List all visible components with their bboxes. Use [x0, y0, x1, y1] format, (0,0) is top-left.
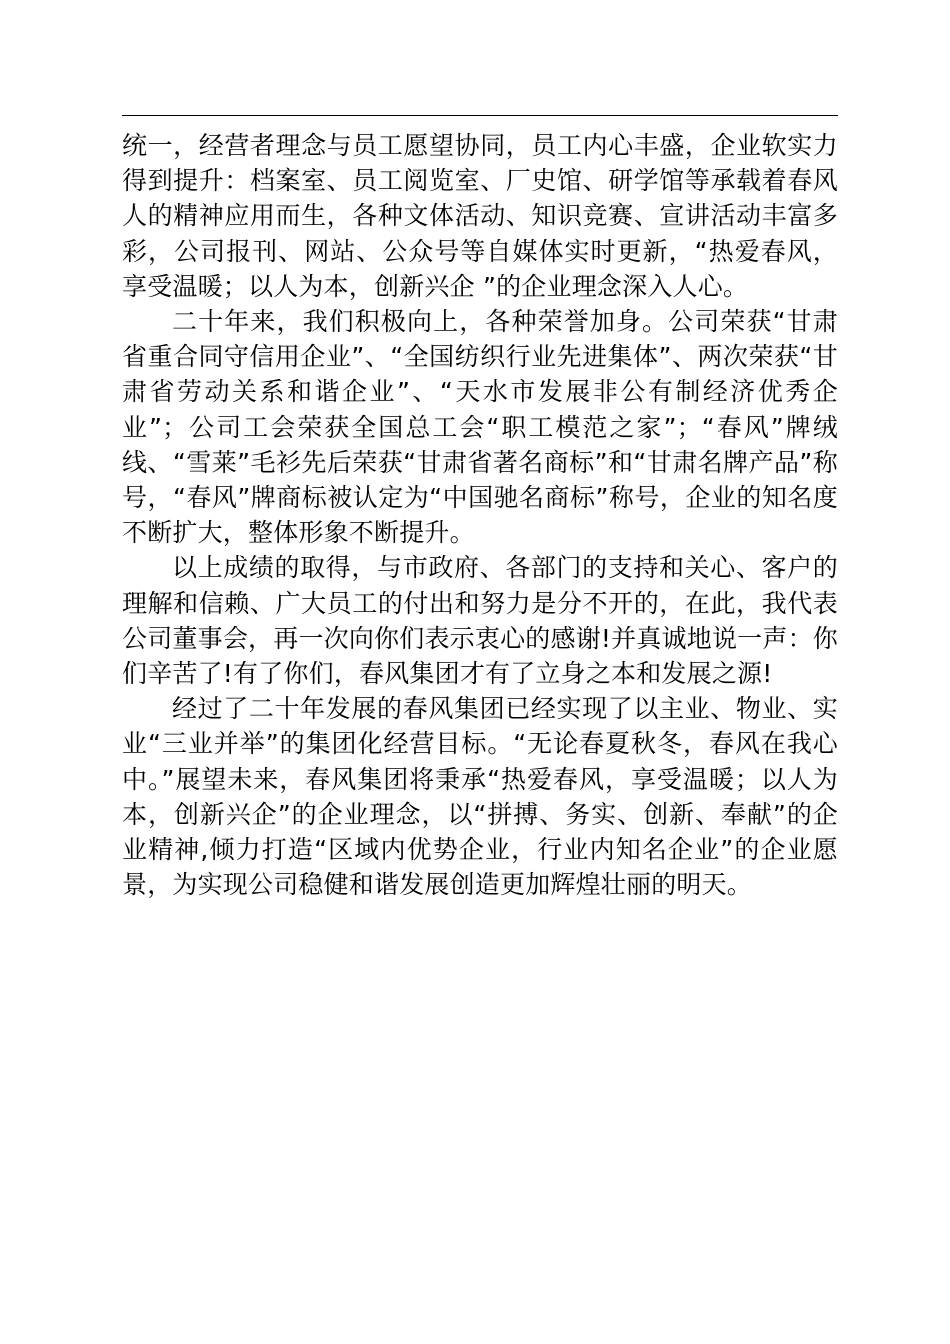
- header-rule: [122, 115, 838, 116]
- paragraph-thanks: 以上成绩的取得，与市政府、各部门的支持和关心、客户的理解和信赖、广大员工的付出和努力是分不开的，在此，我代表公司董事会，再一次向你们表示衷心的感谢!并真诚地说一声：你们辛苦了!有了你们，春风集团才有了立身之本和发展之源!: [122, 553, 838, 689]
- paragraph-continuation: 统一，经营者理念与员工愿望协同，员工内心丰盛，企业软实力得到提升：档案室、员工阅览室、厂史馆、研学馆等承载着春风人的精神应用而生，各种文体活动、知识竞赛、宣讲活动丰富多彩，公司报刊、网站、公众号等自媒体实时更新，“热爱春风，享受温暖；以人为本，创新兴企 ”的企业理念深入人心。: [122, 131, 838, 301]
- document-body: [122, 128, 838, 902]
- paragraph-outlook: 经过了二十年发展的春风集团已经实现了以主业、物业、实业“三业并举”的集团化经营目标。“无论春夏秋冬，春风在我心中。”展望未来，春风集团将秉承“热爱春风，享受温暖；以人为本，创新兴企”的企业理念，以“拼搏、务实、创新、奉献”的企业精神,倾力打造“区域内优势企业，行业内知名企业”的企业愿景，为实现公司稳健和谐发展创造更加辉煌壮丽的明天。: [122, 694, 838, 900]
- paragraph-honors: 二十年来，我们积极向上，各种荣誉加身。公司荣获“甘肃省重合同守信用企业”、“全国纺织行业先进集体”、两次荣获“甘肃省劳动关系和谐企业”、“天水市发展非公有制经济优秀企业”；公司工会荣获全国总工会“职工模范之家”；“春风”牌绒线、“雪莱”毛衫先后荣获“甘肃省著名商标”和“甘肃名牌产品”称号，“春风”牌商标被认定为“中国驰名商标”称号，企业的知名度不断扩大，整体形象不断提升。: [122, 307, 838, 548]
